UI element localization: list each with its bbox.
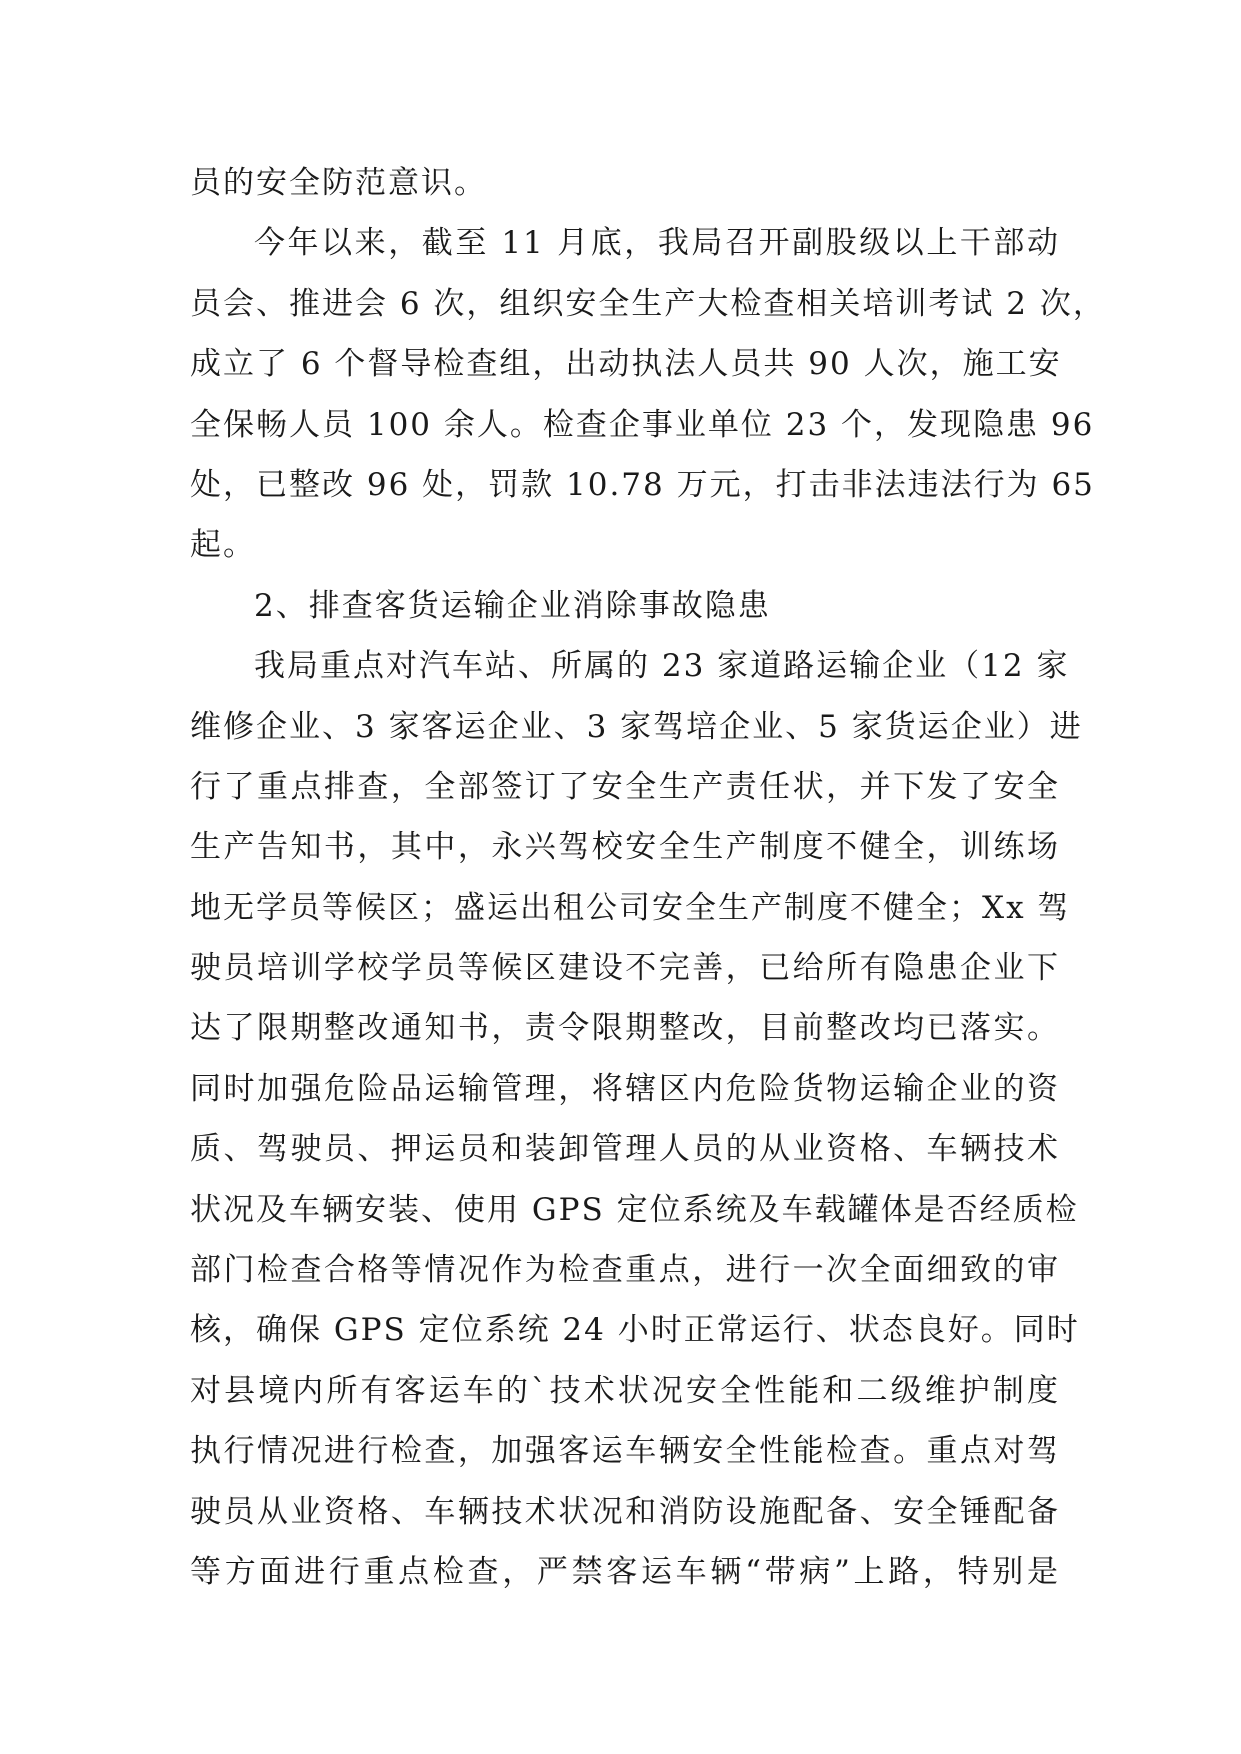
body-text <box>190 153 1106 1602</box>
text-line: 同时加强危险品运输管理，将辖区内危险货物运输企业的资 <box>190 1070 1060 1107</box>
text-line: 等方面进行重点检查，严禁客运车辆“带病”上路，特别是 <box>190 1553 1060 1590</box>
text-line: 状况及车辆安装、使用 GPS 定位系统及车载罐体是否经质检 <box>190 1191 1079 1228</box>
text-line: 今年以来，截至 11 月底，我局召开副股级以上干部动 <box>254 225 1060 262</box>
text-line: 达了限期整改通知书，责令限期整改，目前整改均已落实。 <box>190 1010 1060 1047</box>
text-line: 驶员从业资格、车辆技术状况和消防设施配备、安全锤配备 <box>190 1493 1060 1530</box>
text-line: 核，确保 GPS 定位系统 24 小时正常运行、状态良好。同时 <box>190 1312 1080 1349</box>
text-line: 员会、推进会 6 次，组织安全生产大检查相关培训考试 2 次， <box>190 285 1106 322</box>
text-line: 质、驾驶员、押运员和装卸管理人员的从业资格、车辆技术 <box>190 1131 1060 1168</box>
text-line: 驶员培训学校学员等候区建设不完善，已给所有隐患企业下 <box>190 950 1060 987</box>
text-line: 部门检查合格等情况作为检查重点，进行一次全面细致的审 <box>190 1252 1060 1289</box>
text-line: 2、排查客货运输企业消除事故隐患 <box>254 587 771 624</box>
text-line: 我局重点对汽车站、所属的 23 家道路运输企业（12 家 <box>254 648 1070 685</box>
text-line: 生产告知书，其中，永兴驾校安全生产制度不健全，训练场 <box>190 829 1060 866</box>
text-line: 全保畅人员 100 余人。检查企事业单位 23 个，发现隐患 96 <box>190 406 1095 443</box>
text-line: 员的安全防范意识。 <box>190 165 487 201</box>
text-line: 起。 <box>190 527 256 564</box>
text-line: 执行情况进行检查，加强客运车辆安全性能检查。重点对驾 <box>190 1433 1060 1470</box>
text-line: 对县境内所有客运车的`技术状况安全性能和二级维护制度 <box>190 1372 1060 1409</box>
text-line: 处，已整改 96 处，罚款 10.78 万元，打击非法违法行为 65 <box>190 466 1095 503</box>
text-line: 行了重点排查，全部签订了安全生产责任状，并下发了安全 <box>190 768 1060 805</box>
text-line: 成立了 6 个督导检查组，出动执法人员共 90 人次，施工安 <box>190 346 1062 383</box>
text-line: 维修企业、3 家客运企业、3 家驾培企业、5 家货运企业）进 <box>190 708 1083 745</box>
text-line: 地无学员等候区；盛运出租公司安全生产制度不健全；Xx 驾 <box>190 889 1071 926</box>
